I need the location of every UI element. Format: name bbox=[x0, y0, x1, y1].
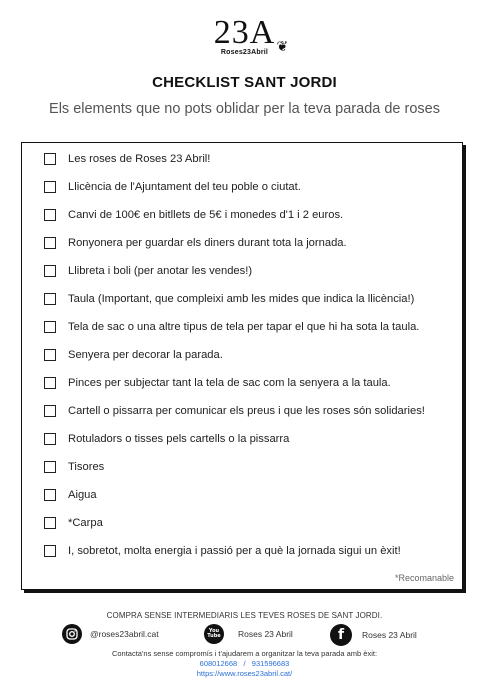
youtube-icon: You Tube bbox=[204, 624, 224, 644]
contact-block bbox=[0, 649, 489, 679]
checklist-item[interactable] bbox=[44, 541, 401, 561]
checkbox[interactable] bbox=[44, 377, 56, 389]
facebook-page: Roses 23 Abril bbox=[362, 630, 417, 640]
checkbox[interactable] bbox=[44, 349, 56, 361]
checklist-item-label: Canvi de 100€ en bitllets de 5€ i monedes d'1 i 2 euros. bbox=[68, 209, 344, 221]
checklist-item-label: Les roses de Roses 23 Abril! bbox=[68, 153, 211, 165]
facebook-link[interactable] bbox=[330, 624, 417, 646]
checkbox[interactable] bbox=[44, 181, 56, 193]
checklist-item[interactable] bbox=[44, 289, 414, 309]
phone-numbers[interactable]: 608012668 / 931596683 bbox=[199, 659, 290, 668]
instagram-link[interactable] bbox=[62, 624, 159, 644]
checkbox[interactable] bbox=[44, 321, 56, 333]
checklist-item-label: *Carpa bbox=[68, 517, 103, 529]
facebook-icon: f bbox=[330, 624, 352, 646]
page-subtitle: Els elements que no pots oblidar per la teva parada de roses bbox=[49, 101, 440, 117]
checklist-item-label: Pinces per subjectar tant la tela de sac com la senyera a la taula. bbox=[68, 377, 391, 389]
page-title: CHECKLIST SANT JORDI bbox=[152, 74, 337, 91]
youtube-link[interactable] bbox=[204, 624, 293, 644]
website-link[interactable]: https://www.roses23abril.cat/ bbox=[196, 669, 293, 678]
contact-line: Contacta'ns sense compromís i t'ajudarem a organitzar la teva parada amb èxit: bbox=[111, 649, 378, 658]
checklist-item[interactable] bbox=[44, 485, 97, 505]
checklist-item-label: Tisores bbox=[68, 461, 105, 473]
recommended-note: *Recomanable bbox=[394, 573, 454, 583]
checklist-item-label: Rotuladors o tisses pels cartells o la pissarra bbox=[68, 433, 290, 445]
checklist-item[interactable] bbox=[44, 345, 223, 365]
checkbox[interactable] bbox=[44, 265, 56, 277]
checklist-item[interactable] bbox=[44, 205, 343, 225]
checklist-item[interactable] bbox=[44, 373, 391, 393]
logo bbox=[0, 14, 489, 56]
footer-tagline: COMPRA SENSE INTERMEDIARIS LES TEVES ROSES DE SANT JORDI. bbox=[106, 611, 383, 620]
checklist-item[interactable] bbox=[44, 429, 289, 449]
checkbox[interactable] bbox=[44, 209, 56, 221]
checklist-box bbox=[21, 142, 463, 590]
checklist-item-label: Ronyonera per guardar els diners durant tota la jornada. bbox=[68, 237, 347, 249]
instagram-icon bbox=[62, 624, 82, 644]
checklist-item[interactable] bbox=[44, 177, 301, 197]
checklist-item[interactable] bbox=[44, 261, 252, 281]
checklist-item[interactable] bbox=[44, 513, 103, 533]
checklist-item-label: Llicència de l'Ajuntament del teu poble o ciutat. bbox=[68, 181, 301, 193]
checkbox[interactable] bbox=[44, 489, 56, 501]
checkbox[interactable] bbox=[44, 461, 56, 473]
youtube-channel: Roses 23 Abril bbox=[238, 629, 293, 639]
checkbox[interactable] bbox=[44, 293, 56, 305]
checklist-item[interactable] bbox=[44, 401, 425, 421]
checklist-item-label: Senyera per decorar la parada. bbox=[68, 349, 223, 361]
checkbox[interactable] bbox=[44, 405, 56, 417]
checklist-item[interactable] bbox=[44, 317, 419, 337]
checklist-item[interactable] bbox=[44, 149, 210, 169]
checkbox[interactable] bbox=[44, 545, 56, 557]
rose-icon: ❦ bbox=[276, 39, 290, 55]
checkbox[interactable] bbox=[44, 153, 56, 165]
checklist-item[interactable] bbox=[44, 233, 347, 253]
checkbox[interactable] bbox=[44, 433, 56, 445]
checklist-item[interactable] bbox=[44, 457, 104, 477]
checkbox[interactable] bbox=[44, 237, 56, 249]
checklist-item-label: Llibreta i boli (per anotar les vendes!) bbox=[68, 265, 253, 277]
checklist-item-label: Cartell o pissarra per comunicar els preus i que les roses són solidaries! bbox=[68, 405, 425, 417]
checklist-item-label: Taula (Important, que compleixi amb les mides que indica la llicència!) bbox=[68, 293, 415, 305]
checkbox[interactable] bbox=[44, 517, 56, 529]
logo-mark: 23A ❦ bbox=[214, 18, 276, 48]
checklist-item-label: Tela de sac o una altre tipus de tela per tapar el que hi ha sota la taula. bbox=[68, 321, 420, 333]
checklist-item-label: Aigua bbox=[68, 489, 97, 501]
logo-subtitle: Roses23Abril bbox=[220, 49, 269, 56]
checklist-item-label: I, sobretot, molta energia i passió per a què la jornada sigui un èxit! bbox=[68, 545, 401, 557]
instagram-handle: @roses23abril.cat bbox=[90, 629, 159, 639]
